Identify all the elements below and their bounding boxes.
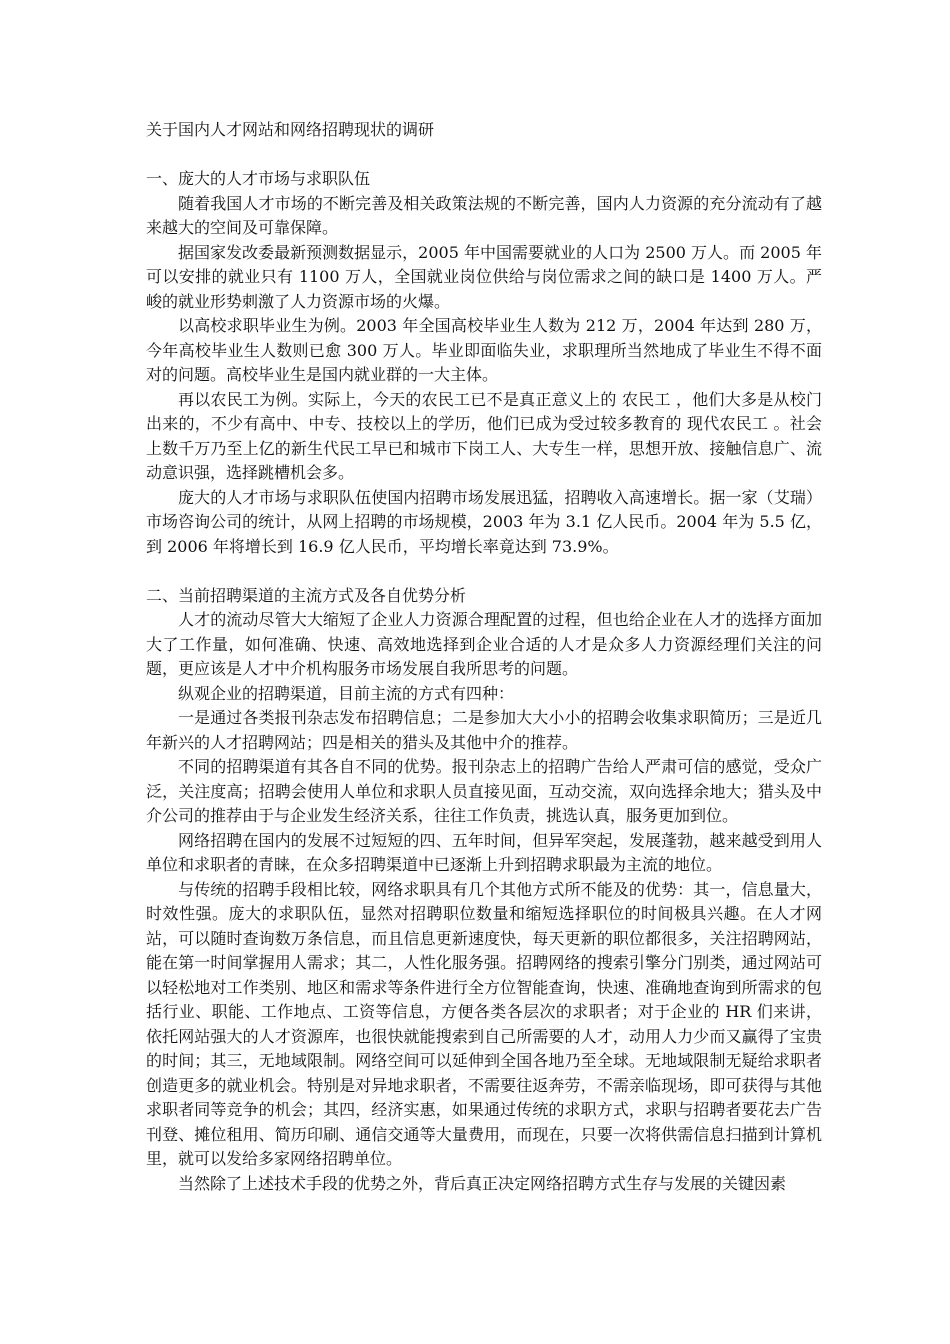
paragraph: 纵观企业的招聘渠道，目前主流的方式有四种： — [178, 683, 515, 703]
document-page — [146, 118, 822, 1196]
section-heading: 二、当前招聘渠道的主流方式及各自优势分析 — [146, 585, 467, 605]
section-heading: 一、庞大的人才市场与求职队伍 — [146, 169, 371, 188]
paragraph: 一是通过各类报刊杂志发布招聘信息；二是参加大大小小的招聘会收集求职简历；三是近几年新兴的人才招聘网站；四是相关的猎头及其他中介的推荐。 — [146, 708, 822, 752]
paragraph: 庞大的人才市场与求职队伍使国内招聘市场发展迅猛，招聘收入高速增长。据一家（艾瑞）市场咨询公司的统计，从网上招聘的市场规模，2003 年为 3.1 亿人民币。2004 年为 5.5 亿，到 2006 年将增长到 16.9 亿人民币，平均增长率竟达到 73.9%。 — [146, 487, 822, 556]
section-spacer — [146, 559, 822, 584]
paragraph: 网络招聘在国内的发展不过短短的四、五年时间，但异军突起，发展蓬勃，越来越受到用人单位和求职者的青睐，在众多招聘渠道中已逐渐上升到招聘求职最为主流的地位。 — [146, 830, 822, 874]
paragraph: 以高校求职毕业生为例。2003 年全国高校毕业生人数为 212 万，2004 年达到 280 万，今年高校毕业生人数则已愈 300 万人。毕业即面临失业，求职理所当然地成了毕业生不得不面对的问题。高校毕业生是国内就业群的一大主体。 — [146, 316, 822, 384]
section-2 — [146, 584, 822, 1197]
paragraph: 当然除了上述技术手段的优势之外，背后真正决定网络招聘方式生存与发展的关键因素 — [178, 1173, 787, 1193]
paragraph: 随着我国人才市场的不断完善及相关政策法规的不断完善，国内人力资源的充分流动有了越来越大的空间及可靠保障。 — [146, 193, 822, 237]
paragraph: 不同的招聘渠道有其各自不同的优势。报刊杂志上的招聘广告给人严肃可信的感觉，受众广泛，关注度高；招聘会使用人单位和求职人员直接见面，互动交流，双向选择余地大；猎头及中介公司的推荐由于与企业发生经济关系，往往工作负责，挑选认真，服务更加到位。 — [146, 757, 822, 825]
paragraph: 再以农民工为例。实际上，今天的农民工已不是真正意义上的 农民工 ，他们大多是从校门出来的，不少有高中、中专、技校以上的学历，他们已成为受过较多教育的 现代农民工 。社会上数千万乃至上亿的新生代民工早已和城市下岗工人、大专生一样，思想开放、接触信息广、流动意识强，选择跳槽机会多。 — [146, 389, 822, 482]
paragraph: 据国家发改委最新预测数据显示，2005 年中国需要就业的人口为 2500 万人。而 2005 年可以安排的就业只有 1100 万人，全国就业岗位供给与岗位需求之间的缺口是 1400 万人。严峻的就业形势刺激了人力资源市场的火爆。 — [146, 242, 822, 311]
document-title: 关于国内人才网站和网络招聘现状的调研 — [146, 120, 435, 139]
paragraph: 人才的流动尽管大大缩短了企业人力资源合理配置的过程，但也给企业在人才的选择方面加大了工作量，如何准确、快速、高效地选择到企业合适的人才是众多人力资源经理们关注的问题，更应该是人才中介机构服务市场发展自我所思考的问题。 — [146, 610, 822, 678]
paragraph: 与传统的招聘手段相比较，网络求职具有几个其他方式所不能及的优势：其一，信息量大，时效性强。庞大的求职队伍，显然对招聘职位数量和缩短选择职位的时间极具兴趣。在人才网站，可以随时查询数万条信息，而且信息更新速度快，每天更新的职位都很多，关注招聘网站，能在第一时间掌握用人需求；其二，人性化服务强。招聘网络的搜索引擎分门别类，通过网站可以轻松地对工作类别、地区和需求等条件进行全方位智能查询，快速、准确地查询到所需求的包括行业、职能、工作地点、工资等信息，方便各类各层次的求职者；对于企业的 HR 们来讲，依托网站强大的人才资源库，也很快就能搜索到自己所需要的人才，动用人力少而又赢得了宝贵的时间；其三，无地域限制。网络空间可以延伸到全国各地乃至全球。无地域限制无疑给求职者创造更多的就业机会。特别是对异地求职者，不需要往返奔劳，不需亲临现场，即可获得与其他求职者同等竞争的机会；其四，经济实惠，如果通过传统的求职方式，求职与招聘者要花去广告刊登、摊位租用、简历印刷、通信交通等大量费用，而现在，只要一次将供需信息扫描到计算机里，就可以发给多家网络招聘单位。 — [146, 879, 822, 1168]
section-1 — [146, 167, 822, 559]
